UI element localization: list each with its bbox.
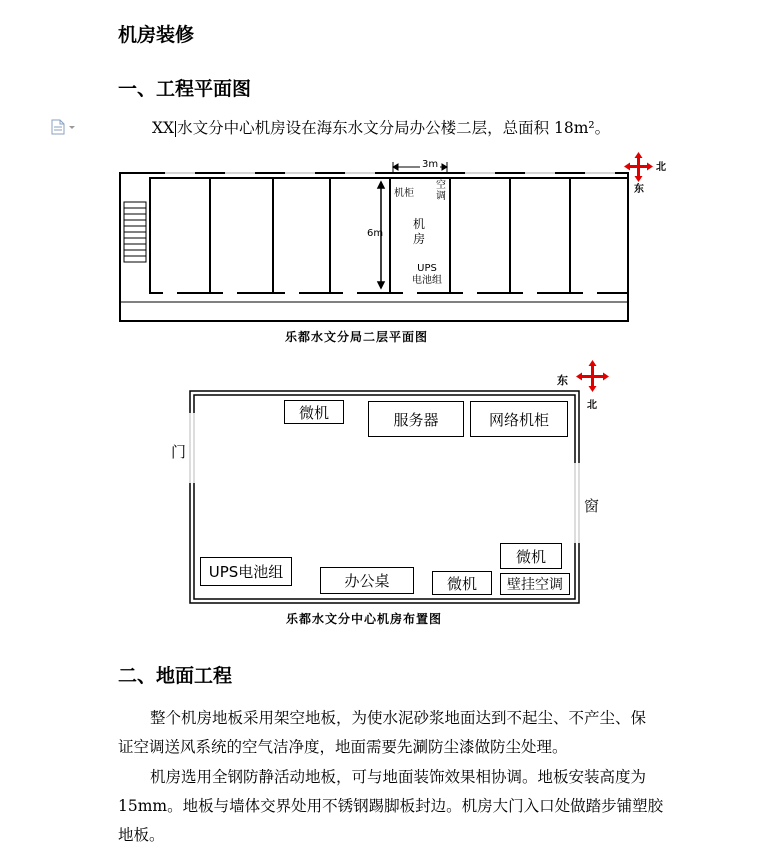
text-cursor: [175, 121, 176, 137]
section-heading-floorplan: 一、工程平面图: [118, 78, 252, 100]
compass-north-label: 北: [656, 162, 666, 173]
intro-paragraph: [152, 114, 610, 143]
ups-label: [412, 263, 442, 287]
door-label: 门: [171, 443, 187, 461]
paragraph-1: [118, 704, 678, 762]
office-desk-box: 办公桌: [320, 567, 414, 594]
micro-computer-box-3: 微机: [500, 543, 562, 569]
p2-line-3: 地板。: [118, 826, 165, 844]
window-label: 窗: [584, 497, 600, 515]
ups-label-1: UPS: [417, 263, 437, 274]
ups-battery-box: UPS电池组: [200, 557, 292, 586]
cabinet-label: 机柜: [394, 188, 414, 199]
dim-height-label: 6m: [367, 228, 384, 239]
network-cabinet-box: 网络机柜: [470, 401, 568, 437]
paragraph-2: [118, 763, 678, 850]
p1-line-1: 整个机房地板采用架空地板，为使水泥砂浆地面达到不起尘、不产尘、保: [150, 709, 647, 727]
wall-ac-box: 壁挂空调: [500, 573, 570, 595]
p1-line-2: 证空调送风系统的空气洁净度，地面需要先涮防尘漆做防尘处理。: [118, 738, 568, 756]
compass2-east-label: 东: [557, 374, 568, 387]
machine-room-label: [413, 217, 425, 247]
p2-line-2: 15mm。地板与墙体交界处用不锈钢踢脚板封边。机房大门入口处做踏步铺塑胶: [118, 797, 664, 815]
micro-computer-box-1: 微机: [284, 400, 344, 424]
floorplan-caption: 乐都水文分局二层平面图: [285, 330, 429, 344]
micro-computer-box-2: 微机: [432, 571, 492, 595]
p2-line-1: 机房选用全钢防静活动地板，可与地面装饰效果相协调。地板安装高度为: [150, 768, 647, 786]
server-box: 服务器: [368, 401, 464, 437]
page-title: 机房装修: [118, 24, 195, 46]
intro-text: 水文分中心机房设在海东水文分局办公楼二层，总面积 18m²。: [177, 119, 611, 137]
section-heading-floor-works: 二、地面工程: [118, 665, 233, 687]
ac-label-2: 调: [436, 191, 446, 202]
compass2-north-label: 北: [587, 400, 597, 411]
floor-plan-drawing: [115, 150, 675, 330]
ups-label-2: 电池组: [412, 275, 442, 286]
ac-label-1: 空: [436, 180, 446, 191]
intro-prefix: XX: [152, 119, 175, 137]
ac-label: [436, 180, 446, 202]
document-icon[interactable]: [50, 119, 66, 135]
compass-east-label: 东: [634, 184, 644, 195]
room-label-2: 房: [413, 232, 426, 246]
dim-width-label: 3m: [422, 159, 439, 170]
compass-icon-2: [574, 360, 614, 396]
layout-caption: 乐都水文分中心机房布置图: [286, 612, 443, 626]
room-label-1: 机: [413, 217, 426, 231]
